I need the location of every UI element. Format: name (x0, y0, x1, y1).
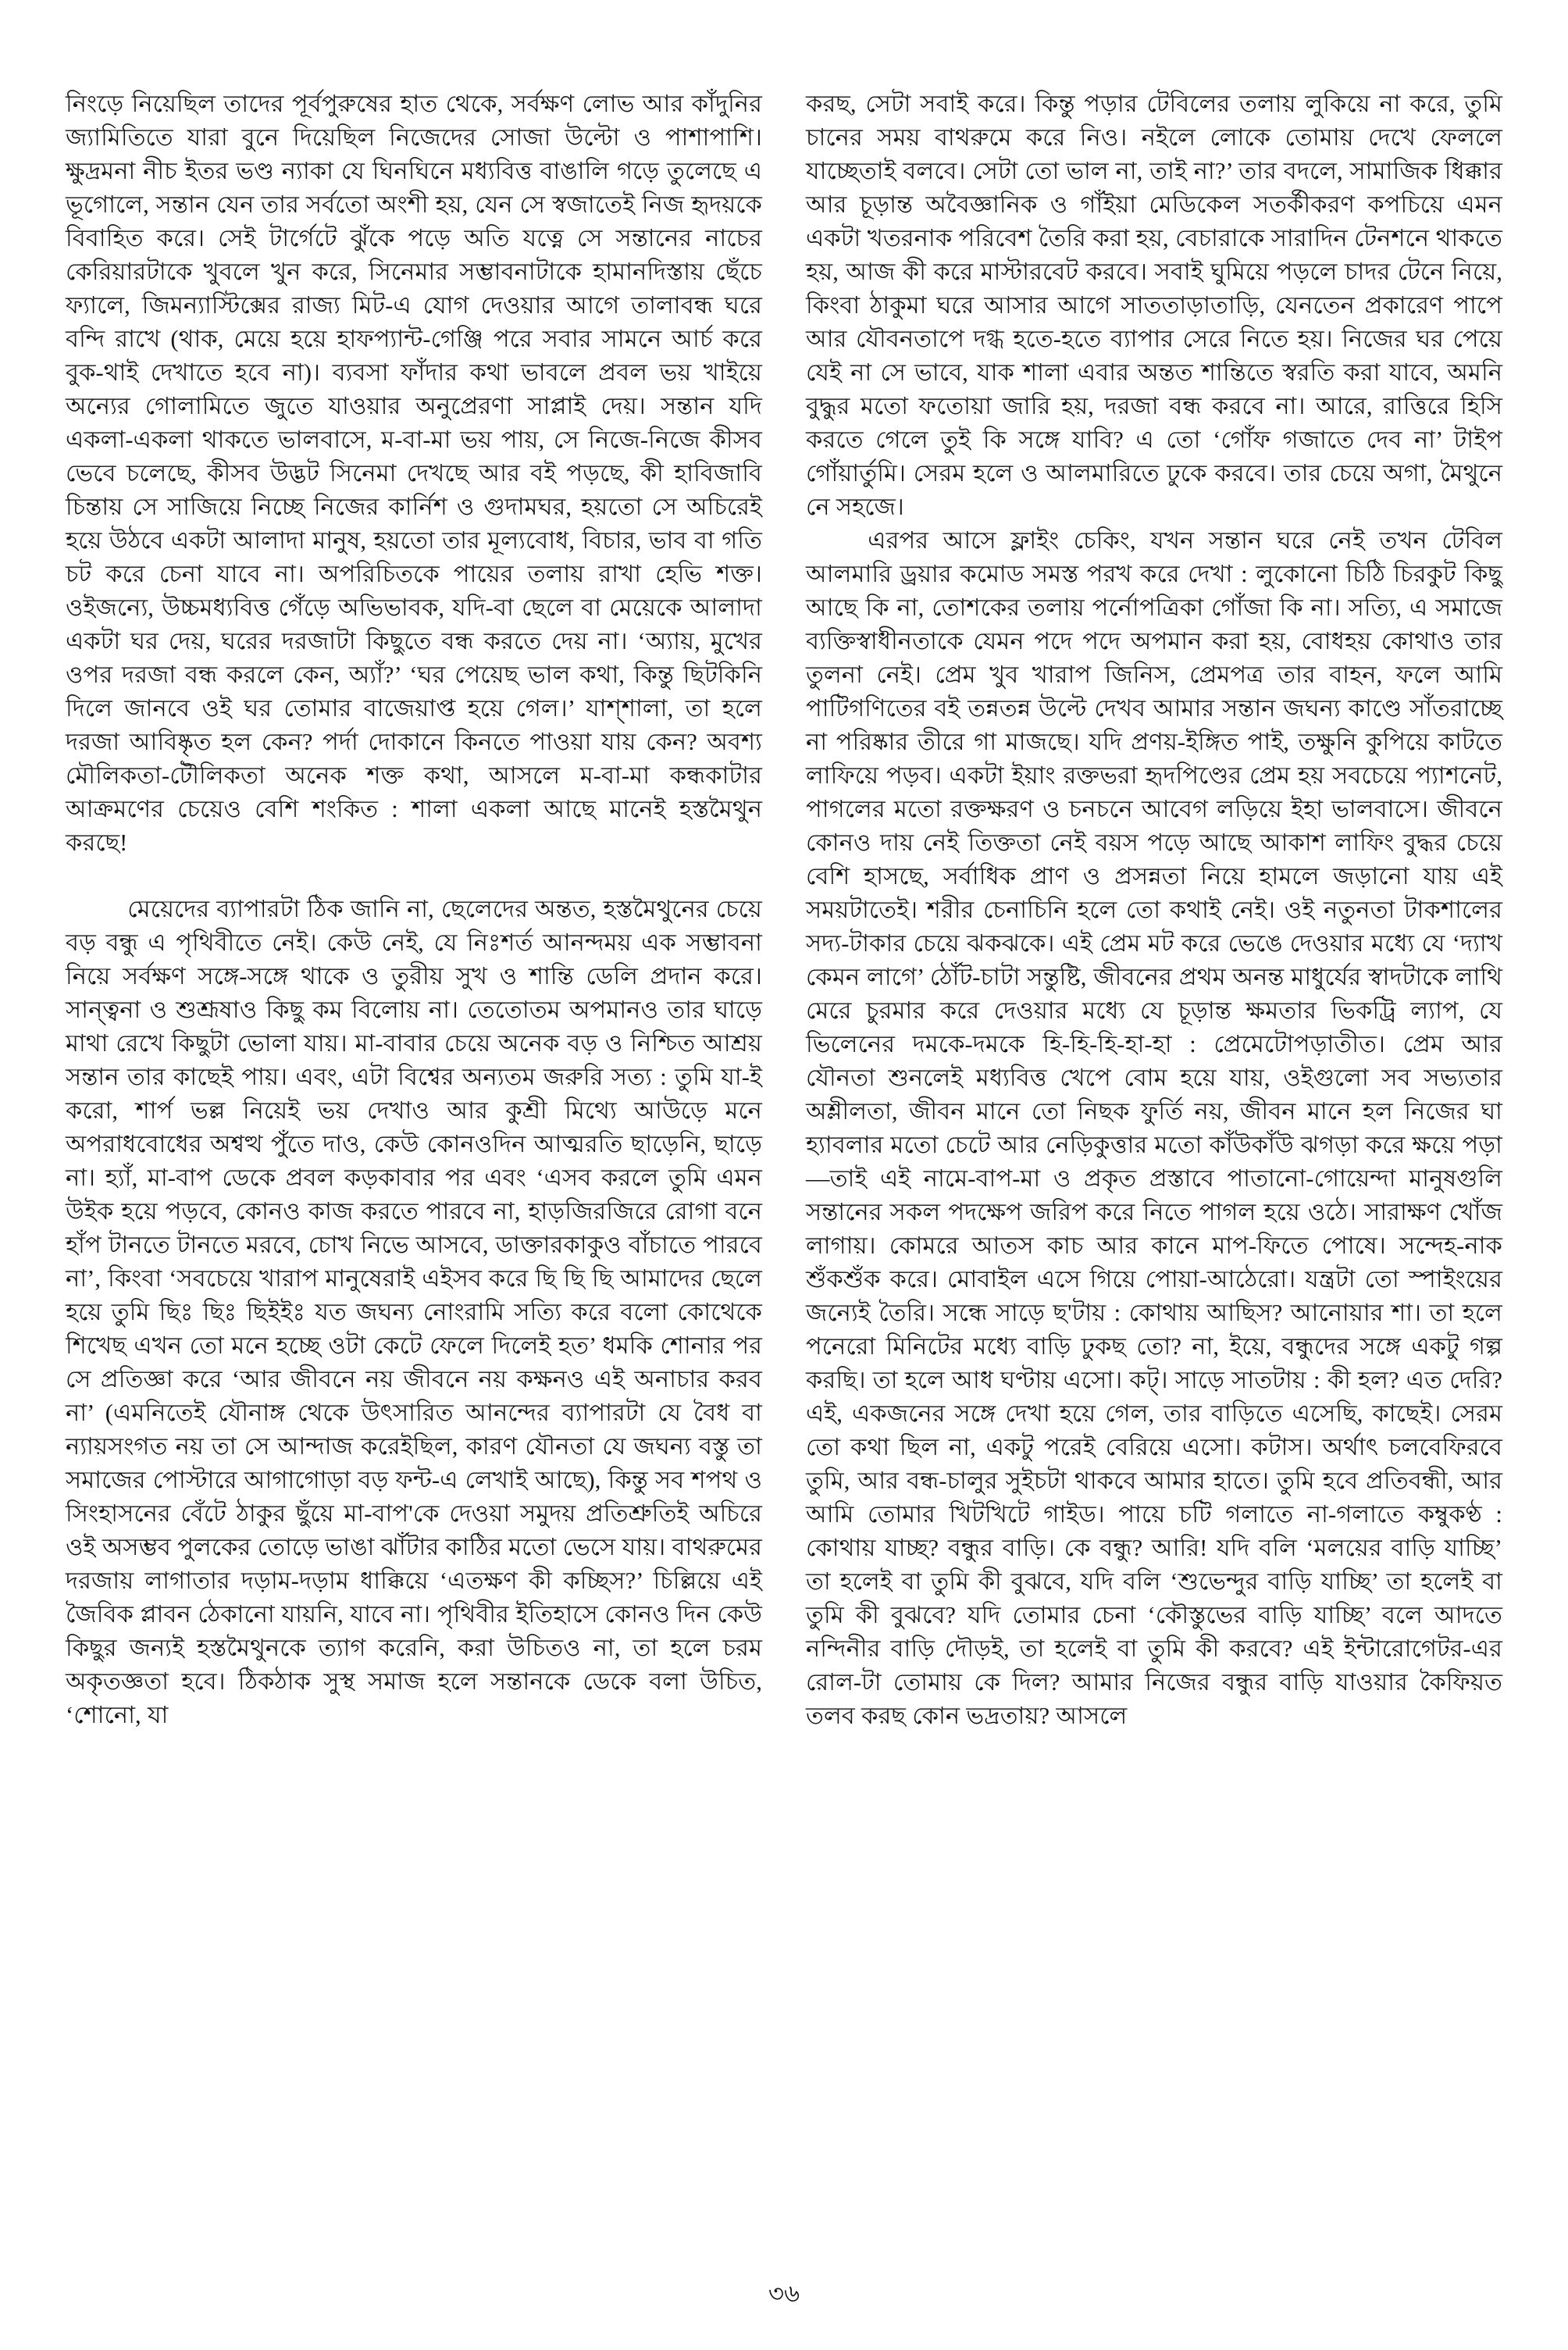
paragraph: মেয়েদের ব্যাপারটা ঠিক জানি না, ছেলেদের অন্তত, হস্তমৈথুনের চেয়ে বড় বন্ধু এ পৃথিবীতে নেই। কেউ নেই, যে নিঃশর্ত আনন্দময় এক সম্ভাবনা নিয়ে সর্বক্ষণ সঙ্গে-সঙ্গে থাকে ও তুরীয় সুখ ও শান্তি ডেলি প্রদান করে। সান্ত্বনা ও শুশ্রূষাও কিছু কম বিলোয় না। তেতোতম অপমানও তার ঘাড়ে মাথা রেখে কিছুটা ভোলা যায়। মা-বাবার চেয়ে অনেক বড় ও নিশ্চিত আশ্রয় সন্তান তার কাছেই পায়। এবং, এটা বিশ্বের অন্যতম জরুরি সত্য : তুমি যা-ই করো, শার্প ভল্ল নিয়েই ভয় দেখাও আর কুশ্রী মিথ্যে আউড়ে মনে অপরাধবোধের অশ্বত্থ পুঁতে দাও, কেউ কোনওদিন আত্মরতি ছাড়েনি, ছাড়ে না। হ্যাঁ, মা-বাপ ডেকে প্রবল কড়কাবার পর এবং ‘এসব করলে তুমি এমন উইক হয়ে পড়বে, কোনও কাজ করতে পারবে না, হাড়জিরজিরে রোগা বনে হাঁপ টানতে টানতে মরবে, চোখ নিভে আসবে, ডাক্তারকাকুও বাঁচাতে পারবে না’, কিংবা ‘সবচেয়ে খারাপ মানুষেরাই এইসব করে ছি ছি ছি আমাদের ছেলে হয়ে তুমি ছিঃ ছিঃ ছিইইঃ যত জঘন্য নোংরামি সত্যি করে বলো কোথেকে শিখেছ এখন তো মনে হচ্ছে ওটা কেটে ফেলে দিলেই হত’ ধমকি শোনার পর সে প্রতিজ্ঞা করে ‘আর জীবনে নয় জীবনে নয় কক্ষনও এই অনাচার করব না’ (এমনিতেই যৌনাঙ্গ থেকে উৎসারিত আনন্দের ব্যাপারটা যে বৈধ বা ন্যায়সংগত নয় তা সে আন্দাজ করেইছিল, কারণ যৌনতা যে জঘন্য বস্তু তা সমাজের পোস্টারে আগাগোড়া বড় ফন্ট-এ লেখাই আছে), কিন্তু সব শপথ ও সিংহাসনের বেঁটে ঠাকুর ছুঁয়ে মা-বাপ'কে দেওয়া সমুদয় প্রতিশ্রুতিই অচিরে ওই অসম্ভব পুলকের তোড়ে ভাঙা ঝাঁটার কাঠির মতো ভেসে যায়। বাথরুমের দরজায় লাগাতার দড়াম-দড়াম ধাক্কিয়ে ‘এতক্ষণ কী কচ্ছিস?’ চিল্লিয়ে এই জৈবিক প্লাবন ঠেকানো যায়নি, যাবে না। পৃথিবীর ইতিহাসে কোনও দিন কেউ কিছুর জন্যই হস্তমৈথুনকে ত্যাগ করেনি, করা উচিতও না, তা হলে চরম অকৃতজ্ঞতা হবে। ঠিকঠাক সুস্থ সমাজ হলে সন্তানকে ডেকে বলা উচিত, ‘শোনো, যা (66, 896, 762, 1728)
article-text (66, 87, 1502, 1733)
text-column-left (66, 87, 762, 1732)
paragraph: নিংড়ে নিয়েছিল তাদের পূর্বপুরুষের হাত থেকে, সর্বক্ষণ লোভ আর কাঁদুনির জ্যামিতিতে যারা বুনে দিয়েছিল নিজেদের সোজা উল্টো ও পাশাপাশি। ক্ষুদ্রমনা নীচ ইতর ভণ্ড ন্যাকা যে ঘিনঘিনে মধ্যবিত্ত বাঙালি গড়ে তুলেছে এ ভূগোলে, সন্তান যেন তার সর্বতো অংশী হয়, যেন সে স্বজাতেই নিজ হৃদয়কে বিবাহিত করে। সেই টার্গেটে ঝুঁকে পড়ে অতি যত্নে সে সন্তানের নাচের কেরিয়ারটাকে খুবলে খুন করে, সিনেমার সম্ভাবনাটাকে হামানদিস্তায় ছেঁচে ফ্যালে, জিমন্যাস্টিক্সের রাজ্য মিট-এ যোগ দেওয়ার আগে তালাবন্ধ ঘরে বন্দি রাখে (থাক, মেয়ে হয়ে হাফপ্যান্ট-গেঞ্জি পরে সবার সামনে আর্চ করে বুক-থাই দেখাতে হবে না)। ব্যবসা ফাঁদার কথা ভাবলে প্রবল ভয় খাইয়ে অন্যের গোলামিতে জুতে যাওয়ার অনুপ্রেরণা সাপ্লাই দেয়। সন্তান যদি একলা-একলা থাকতে ভালবাসে, ম-বা-মা ভয় পায়, সে নিজে-নিজে কীসব ভেবে চলেছে, কীসব উদ্ভট সিনেমা দেখছে আর বই পড়ছে, কী হাবিজাবি চিন্তায় সে সাজিয়ে নিচ্ছে নিজের কার্নিশ ও গুদামঘর, হয়তো সে অচিরেই হয়ে উঠবে একটা আলাদা মানুষ, হয়তো তার মূল্যবোধ, বিচার, ভাব বা গতি চট করে চেনা যাবে না। অপরিচিতকে পায়ের তলায় রাখা হেভি শক্ত। ওইজন্যে, উচ্চমধ্যবিত্ত গেঁড়ে অভিভাবক, যদি-বা ছেলে বা মেয়েকে আলাদা একটা ঘর দেয়, ঘরের দরজাটা কিছুতে বন্ধ করতে দেয় না। ‘অ্যায়, মুখের ওপর দরজা বন্ধ করলে কেন, অ্যাঁ?’ ‘ঘর পেয়েছ ভাল কথা, কিন্তু ছিটকিনি দিলে জানবে ওই ঘর তোমার বাজেয়াপ্ত হয়ে গেল।’ যাশ্শালা, তা হলে দরজা আবিষ্কৃত হল কেন? পর্দা দোকানে কিনতে পাওয়া যায় কেন? অবশ্য মৌলিকতা-টৌলিকতা অনেক শক্ত কথা, আসলে ম-বা-মা কন্ধকাটার আক্রমণের চেয়েও বেশি শংকিত : শালা একলা আছে মানেই হস্তমৈথুন করছে! (66, 91, 762, 856)
text-column-right (806, 87, 1502, 1733)
paragraph: এরপর আসে ফ্লাইং চেকিং, যখন সন্তান ঘরে নেই তখন টেবিল আলমারি ড্রয়ার কমোড সমস্ত পরখ করে দেখা : লুকোনো চিঠি চিরকুট কিছু আছে কি না, তোশকের তলায় পর্নোপত্রিকা গোঁজা কি না। সত্যি, এ সমাজে ব্যক্তিস্বাধীনতাকে যেমন পদে পদে অপমান করা হয়, বোধহয় কোথাও তার তুলনা নেই। প্রেম খুব খারাপ জিনিস, প্রেমপত্র তার বাহন, ফলে আমি পাটিগণিতের বই তন্নতন্ন উল্টে দেখব আমার সন্তান জঘন্য কাণ্ডে সাঁতরাচ্ছে না পরিষ্কার তীরে গা মাজছে। যদি প্রণয়-ইঙ্গিত পাই, তক্ষুনি কুপিয়ে কাটতে লাফিয়ে পড়ব। একটা ইয়াং রক্তভরা হৃদপিণ্ডের প্রেম হয় সবচেয়ে প্যাশনেট, পাগলের মতো রক্তক্ষরণ ও চনচনে আবেগ লড়িয়ে ইহা ভালবাসে। জীবনে কোনও দায় নেই তিক্ততা নেই বয়স পড়ে আছে আকাশ লাফিং বুদ্ধর চেয়ে বেশি হাসছে, সর্বাধিক প্রাণ ও প্রসন্নতা নিয়ে হামলে জড়ানো যায় এই সময়টাতেই। শরীর চেনাচিনি হলে তো কথাই নেই। ওই নতুনতা টাকশালের সদ্য-টাকার চেয়ে ঝকঝকে। এই প্রেম মট করে ভেঙে দেওয়ার মধ্যে যে ‘দ্যাখ কেমন লাগে’ ঠোঁট-চাটা সন্তুষ্টি, জীবনের প্রথম অনন্ত মাধুর্যের স্বাদটাকে লাথি মেরে চুরমার করে দেওয়ার মধ্যে যে চূড়ান্ত ক্ষমতার ভিকট্রি ল্যাপ, যে ভিলেনের দমকে-দমকে হি-হি-হি-হা-হা : প্রেমেটোপড়াতীত। প্রেম আর যৌনতা শুনলেই মধ্যবিত্ত খেপে বোম হয়ে যায়, ওইগুলো সব সভ্যতার অশ্লীলতা, জীবন মানে তো নিছক ফুর্তি নয়, জীবন মানে হল নিজের ঘা হ্যাবলার মতো চেটে আর নেড়িকুত্তার মতো কাঁউকাঁউ ঝগড়া করে ক্ষয়ে পড়া—তাই এই নামে-বাপ-মা ও প্রকৃত প্রস্তাবে পাতানো-গোয়েন্দা মানুষগুলি সন্তানের সকল পদক্ষেপ জরিপ করে নিতে পাগল হয়ে ওঠে। সারাক্ষণ খোঁজ লাগায়। কোমরে আতস কাচ আর কানে মাপ-ফিতে পোষে। সন্দেহ-নাক শুঁকশুঁক করে। মোবাইল এসে গিয়ে পোয়া-আঠেরো। যন্ত্রটা তো স্পাইংয়ের জন্যেই তৈরি। সন্ধে সাড়ে ছ'টায় : কোথায় আছিস? আনোয়ার শা। তা হলে পনেরো মিনিটের মধ্যে বাড়ি ঢুকছ তো? না, ইয়ে, বন্ধুদের সঙ্গে একটু গল্প করছি। তা হলে আধ ঘণ্টায় এসো। কট্। সাড়ে সাতটায় : কী হল? এত দেরি? এই, একজনের সঙ্গে দেখা হয়ে গেল, তার বাড়িতে এসেছি, কাছেই। সেরম তো কথা ছিল না, একটু পরেই বেরিয়ে এসো। কটাস। অর্থাৎ চলবেফিরবে তুমি, আর বন্ধ-চালুর সুইচটা থাকবে আমার হাতে। তুমি হবে প্রতিবন্ধী, আর আমি তোমার খিটখিটে গাইড। পায়ে চটি গলাতে না-গলাতে কম্বুকণ্ঠ : কোথায় যাচ্ছ? বন্ধুর বাড়ি। কে বন্ধু? আরি! যদি বলি ‘মলয়ের বাড়ি যাচ্ছি’ তা হলেই বা তুমি কী বুঝবে, যদি বলি ‘শুভেন্দুর বাড়ি যাচ্ছি’ তা হলেই বা তুমি কী বুঝবে? যদি তোমার চেনা ‘কৌস্তুভের বাড়ি যাচ্ছি’ বলে আদতে নন্দিনীর বাড়ি দৌড়ই, তা হলেই বা তুমি কী করবে? এই ইন্টারোগেটর-এর রোল-টা তোমায় কে দিল? আমার নিজের বন্ধুর বাড়ি যাওয়ার কৈফিয়ত তলব করছ কোন ভদ্রতায়? আসলে (806, 527, 1502, 1729)
page-number: ৩৬ (768, 2280, 800, 2307)
paragraph: করছ, সেটা সবাই করে। কিন্তু পড়ার টেবিলের তলায় লুকিয়ে না করে, তুমি চানের সময় বাথরুমে করে নিও। নইলে লোকে তোমায় দেখে ফেললে যাচ্ছেতাই বলবে। সেটা তো ভাল না, তাই না?’ তার বদলে, সামাজিক ধিক্কার আর চূড়ান্ত অবৈজ্ঞানিক ও গাঁইয়া মেডিকেল সতর্কীকরণ কপচিয়ে এমন একটা খতরনাক পরিবেশ তৈরি করা হয়, বেচারাকে সারাদিন টেনশনে থাকতে হয়, আজ কী করে মাস্টারবেট করবে। সবাই ঘুমিয়ে পড়লে চাদর টেনে নিয়ে, কিংবা ঠাকুমা ঘরে আসার আগে সাততাড়াতাড়ি, যেনতেন প্রকারেণ পাপে আর যৌবনতাপে দগ্ধ হতে-হতে ব্যাপার সেরে নিতে হয়। নিজের ঘর পেয়ে যেই না সে ভাবে, যাক শালা এবার অন্তত শান্তিতে স্বরতি করা যাবে, অমনি বুদ্ধুর মতো ফতোয়া জারি হয়, দরজা বন্ধ করবে না। আরে, রাত্তিরে হিসি করতে গেলে তুই কি সঙ্গে যাবি? এ তো ‘গোঁফ গজাতে দেব না’ টাইপ গোঁয়ার্তুমি। সেরম হলে ও আলমারিতে ঢুকে করবে। তার চেয়ে অগা, মৈথুনে নে সহজে। (806, 91, 1502, 520)
